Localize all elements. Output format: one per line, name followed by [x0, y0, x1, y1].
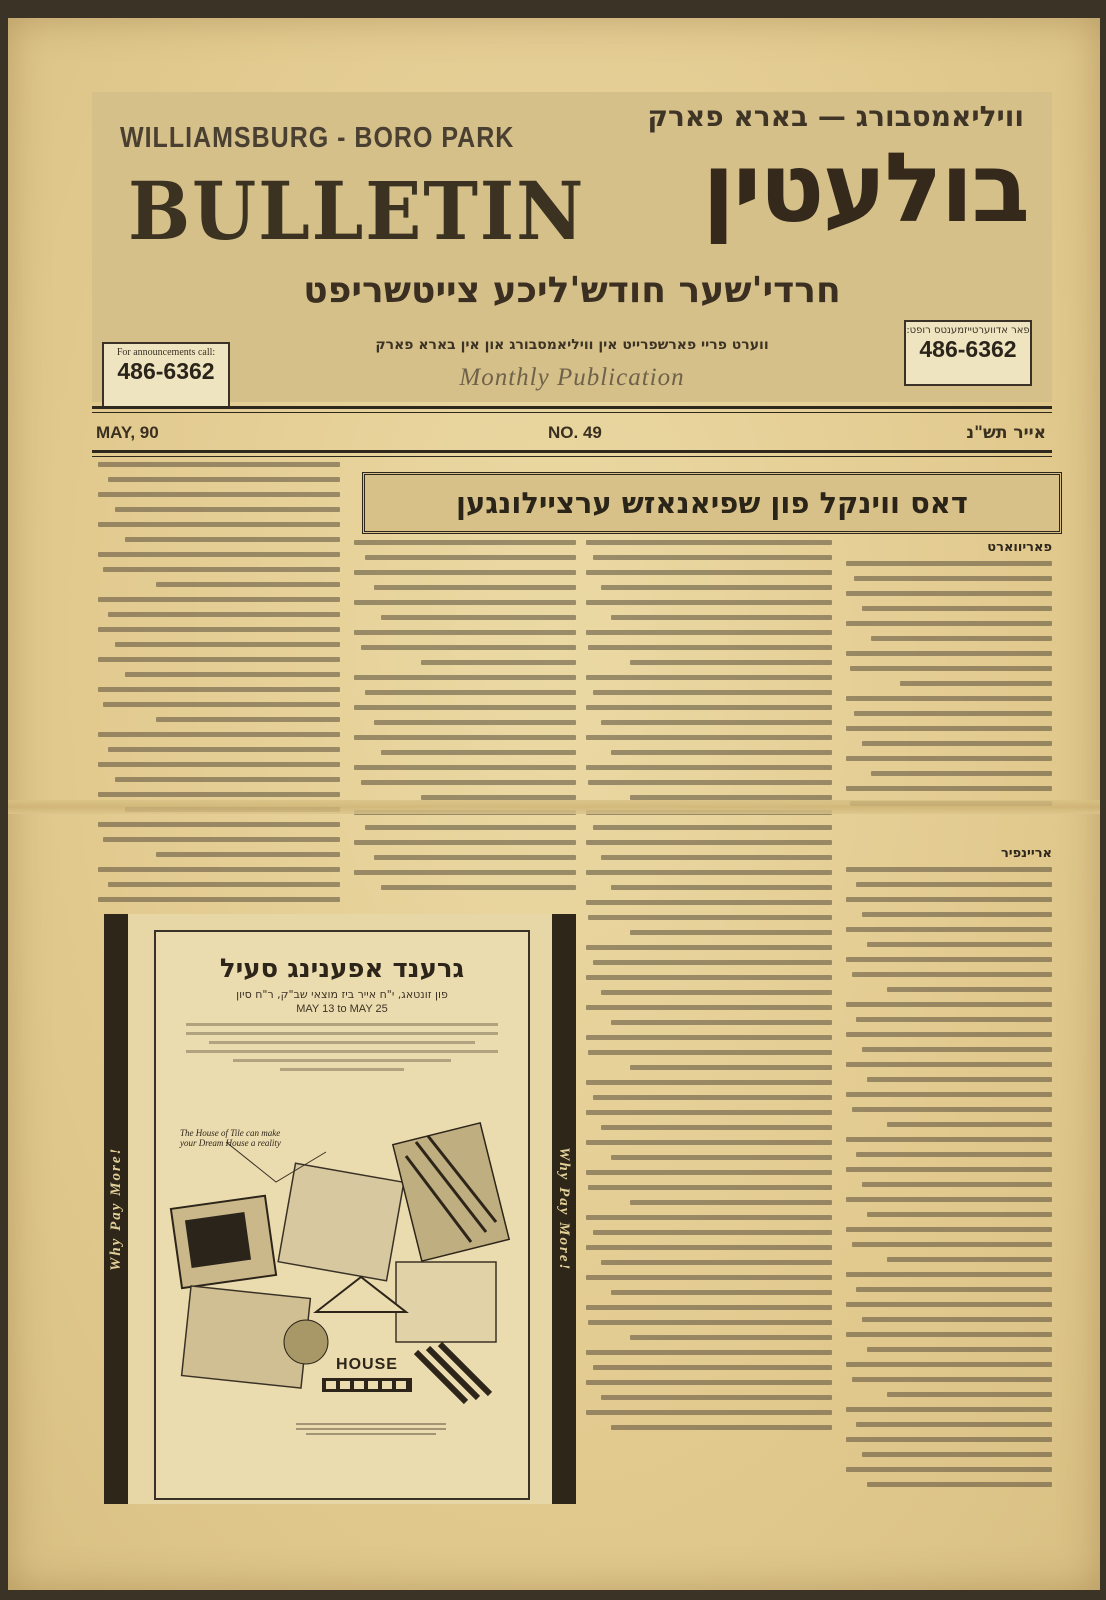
body-text-line	[887, 1392, 1052, 1397]
body-text-line	[593, 1095, 832, 1100]
body-text-line	[846, 1167, 1052, 1172]
body-text-line	[601, 855, 832, 860]
ad-side-banner-left: Why Pay More!	[104, 914, 128, 1504]
body-text-line	[611, 1425, 832, 1430]
ads-phone: 486-6362	[919, 336, 1017, 362]
ad-address-fine-print	[296, 1420, 446, 1438]
body-text-line	[593, 825, 832, 830]
date-hebrew: אייר תש"נ	[966, 423, 1046, 443]
ad-dates-english: MAY 13 to MAY 25	[296, 1003, 388, 1015]
body-text-line	[846, 1032, 1052, 1037]
ad-dates-hebrew: פון זונטאג, י"ח אייר ביז מוצאי שב"ק, ר"ח סיון	[236, 988, 448, 1001]
body-text-line	[856, 1152, 1052, 1157]
masthead-title-english: BULLETIN	[128, 164, 586, 258]
distribution-note: ווערט פריי פארשפרייט אין וויליאמסבורג און אין בארא פארק	[375, 337, 769, 353]
issue-number: NO. 49	[548, 423, 602, 442]
body-text-line	[98, 897, 340, 902]
body-text-line	[601, 990, 832, 995]
body-text-line	[586, 675, 832, 680]
body-text-line	[846, 897, 1052, 902]
body-text-line	[108, 477, 340, 482]
body-text-line	[846, 1092, 1052, 1097]
masthead-title-yiddish: בולעטין	[702, 132, 1028, 244]
body-text-line	[103, 837, 340, 842]
paper-fold	[8, 800, 1100, 814]
body-text-line	[846, 726, 1052, 731]
body-text-line	[846, 1272, 1052, 1277]
body-text-line	[846, 927, 1052, 932]
body-text-line	[586, 1350, 832, 1355]
body-text-line	[846, 1407, 1052, 1412]
body-text-line	[846, 786, 1052, 791]
body-text-line	[846, 591, 1052, 596]
body-text-line	[586, 705, 832, 710]
ads-label: פאר אדווערטייזמענטס רופט:	[906, 325, 1030, 336]
body-text-line	[852, 972, 1052, 977]
body-text-line	[862, 912, 1052, 917]
body-text-line	[586, 945, 832, 950]
body-text-line	[354, 675, 576, 680]
body-text-line	[103, 567, 340, 572]
body-text-line	[601, 1260, 832, 1265]
announcements-phone: 486-6362	[117, 358, 215, 384]
body-text-line	[846, 1002, 1052, 1007]
column-right-lower	[846, 846, 1052, 1497]
body-text-line	[586, 570, 832, 575]
body-text-line	[586, 1035, 832, 1040]
body-text-line	[846, 1197, 1052, 1202]
body-text-line	[862, 1182, 1052, 1187]
body-text-line	[98, 822, 340, 827]
body-text-line	[586, 1170, 832, 1175]
body-text-line	[361, 780, 576, 785]
body-text-line	[374, 585, 576, 590]
ad-brand-house: HOUSE	[336, 1356, 398, 1373]
body-text-line	[856, 882, 1052, 887]
body-text-line	[867, 1482, 1052, 1487]
body-text-line	[846, 561, 1052, 566]
body-text-line	[887, 1257, 1052, 1262]
body-text-line	[361, 645, 576, 650]
body-text-line	[871, 636, 1052, 641]
body-text-line	[586, 1380, 832, 1385]
body-text-line	[867, 1077, 1052, 1082]
section-heading: אריינפיר	[1000, 846, 1052, 861]
body-text-line	[98, 522, 340, 527]
column-center-left	[354, 540, 576, 910]
masthead-english-locale: WILLIAMSBURG - BORO PARK	[120, 121, 515, 155]
body-text-line	[588, 780, 832, 785]
body-text-line	[586, 840, 832, 845]
body-text-line	[365, 690, 576, 695]
body-text-line	[586, 1305, 832, 1310]
body-text-line	[365, 555, 576, 560]
body-text-line	[586, 1110, 832, 1115]
body-text-line	[125, 672, 340, 677]
body-text-line	[854, 711, 1052, 716]
body-text-line	[630, 930, 832, 935]
body-text-line	[354, 570, 576, 575]
body-text-line	[846, 756, 1052, 761]
body-text-line	[98, 552, 340, 557]
body-text-line	[846, 621, 1052, 626]
date-english: MAY, 90	[96, 423, 159, 442]
body-text-line	[856, 1017, 1052, 1022]
body-text-line	[611, 1290, 832, 1295]
body-text-line	[354, 705, 576, 710]
section-heading: פאריווארט	[987, 540, 1052, 555]
body-text-line	[852, 1377, 1052, 1382]
body-text-line	[354, 735, 576, 740]
body-text-line	[856, 1422, 1052, 1427]
body-text-line	[354, 765, 576, 770]
body-text-line	[354, 540, 576, 545]
body-text-line	[586, 630, 832, 635]
body-text-line	[115, 507, 340, 512]
body-text-line	[593, 1230, 832, 1235]
body-text-line	[374, 855, 576, 860]
announcements-box-right	[904, 320, 1032, 386]
body-text-line	[98, 867, 340, 872]
body-text-line	[900, 681, 1052, 686]
body-text-line	[98, 732, 340, 737]
body-text-line	[381, 615, 576, 620]
body-text-line	[611, 1155, 832, 1160]
body-text-line	[593, 690, 832, 695]
body-text-line	[586, 1245, 832, 1250]
body-text-line	[850, 666, 1052, 671]
body-text-line	[854, 576, 1052, 581]
body-text-line	[586, 1005, 832, 1010]
body-text-line	[108, 612, 340, 617]
body-text-line	[98, 687, 340, 692]
body-text-line	[588, 915, 832, 920]
body-text-line	[593, 1365, 832, 1370]
body-text-line	[586, 975, 832, 980]
divider-rule	[92, 406, 1052, 409]
body-text-line	[586, 900, 832, 905]
article-headline: דאס ווינקל פון שפיאנאזש ערציילונגען	[362, 472, 1062, 534]
body-text-line	[846, 651, 1052, 656]
body-text-line	[611, 615, 832, 620]
advertisement	[104, 914, 576, 1504]
body-text-line	[586, 870, 832, 875]
announcements-label: For announcements call:	[116, 347, 216, 358]
masthead	[92, 92, 1052, 402]
body-text-line	[586, 1140, 832, 1145]
masthead-subtitle: חרדי'שער חודש'ליכע צייטשריפט	[303, 270, 841, 311]
body-text-line	[374, 720, 576, 725]
body-text-line	[98, 792, 340, 797]
body-text-line	[98, 762, 340, 767]
body-text-line	[156, 717, 340, 722]
body-text-line	[630, 1065, 832, 1070]
ad-body	[154, 930, 530, 1500]
body-text-line	[846, 1137, 1052, 1142]
body-text-line	[103, 702, 340, 707]
publication-frequency: Monthly Publication	[459, 364, 685, 391]
body-text-line	[156, 852, 340, 857]
body-text-line	[381, 885, 576, 890]
body-text-line	[867, 1212, 1052, 1217]
body-text-line	[846, 1362, 1052, 1367]
body-text-line	[611, 750, 832, 755]
body-text-line	[611, 1020, 832, 1025]
ad-side-banner-right: Why Pay More!	[552, 914, 576, 1504]
body-text-line	[846, 1467, 1052, 1472]
divider-rule	[92, 412, 1052, 413]
ad-tagline: The House of Tile can make your Dream House a reality	[180, 1128, 281, 1148]
body-text-line	[846, 696, 1052, 701]
body-text-line	[98, 462, 340, 467]
body-text-line	[108, 882, 340, 887]
body-text-line	[630, 660, 832, 665]
column-right	[846, 540, 1052, 816]
body-text-line	[354, 870, 576, 875]
body-text-line	[611, 885, 832, 890]
body-text-line	[586, 600, 832, 605]
body-text-line	[593, 555, 832, 560]
body-text-line	[98, 597, 340, 602]
body-text-line	[867, 1347, 1052, 1352]
body-text-line	[98, 492, 340, 497]
body-text-line	[862, 1452, 1052, 1457]
body-text-line	[588, 1050, 832, 1055]
body-text-line	[365, 825, 576, 830]
body-text-line	[856, 1287, 1052, 1292]
body-text-line	[846, 867, 1052, 872]
body-text-line	[887, 987, 1052, 992]
body-text-line	[586, 735, 832, 740]
body-text-line	[125, 537, 340, 542]
body-text-line	[867, 942, 1052, 947]
body-text-line	[354, 630, 576, 635]
body-text-line	[593, 960, 832, 965]
body-text-line	[846, 1437, 1052, 1442]
body-text-line	[115, 642, 340, 647]
ad-brand-tiles-logo	[322, 1378, 412, 1392]
body-text-line	[862, 1047, 1052, 1052]
column-left	[98, 444, 340, 910]
body-text-line	[852, 1242, 1052, 1247]
body-text-line	[108, 747, 340, 752]
ad-fine-print	[186, 1023, 498, 1071]
body-text-line	[846, 1062, 1052, 1067]
body-text-line	[421, 660, 576, 665]
body-text-line	[115, 777, 340, 782]
body-text-line	[862, 606, 1052, 611]
body-text-line	[586, 1080, 832, 1085]
body-text-line	[846, 957, 1052, 962]
body-text-line	[846, 1227, 1052, 1232]
body-text-line	[381, 750, 576, 755]
body-text-line	[354, 600, 576, 605]
body-text-line	[601, 585, 832, 590]
body-text-line	[852, 1107, 1052, 1112]
body-text-line	[156, 582, 340, 587]
body-text-line	[98, 657, 340, 662]
body-text-line	[630, 1335, 832, 1340]
body-text-line	[586, 765, 832, 770]
body-text-line	[862, 1317, 1052, 1322]
body-text-line	[588, 645, 832, 650]
body-text-line	[601, 1395, 832, 1400]
body-text-line	[354, 840, 576, 845]
body-text-line	[588, 1185, 832, 1190]
body-text-line	[630, 1200, 832, 1205]
announcements-box-left	[102, 342, 230, 408]
body-text-line	[586, 1215, 832, 1220]
body-text-line	[601, 1125, 832, 1130]
ad-title: גרענד אפענינג סעיל	[219, 954, 465, 984]
body-text-line	[586, 1410, 832, 1415]
column-center-right	[586, 540, 832, 1440]
masthead-hebrew-locale: וויליאמסבורג — בארא פארק	[647, 100, 1024, 133]
body-text-line	[862, 741, 1052, 746]
body-text-line	[887, 1122, 1052, 1127]
body-text-line	[586, 1275, 832, 1280]
body-text-line	[98, 627, 340, 632]
body-text-line	[846, 1332, 1052, 1337]
body-text-line	[871, 771, 1052, 776]
body-text-line	[586, 540, 832, 545]
body-text-line	[588, 1320, 832, 1325]
body-text-line	[846, 1302, 1052, 1307]
body-text-line	[601, 720, 832, 725]
